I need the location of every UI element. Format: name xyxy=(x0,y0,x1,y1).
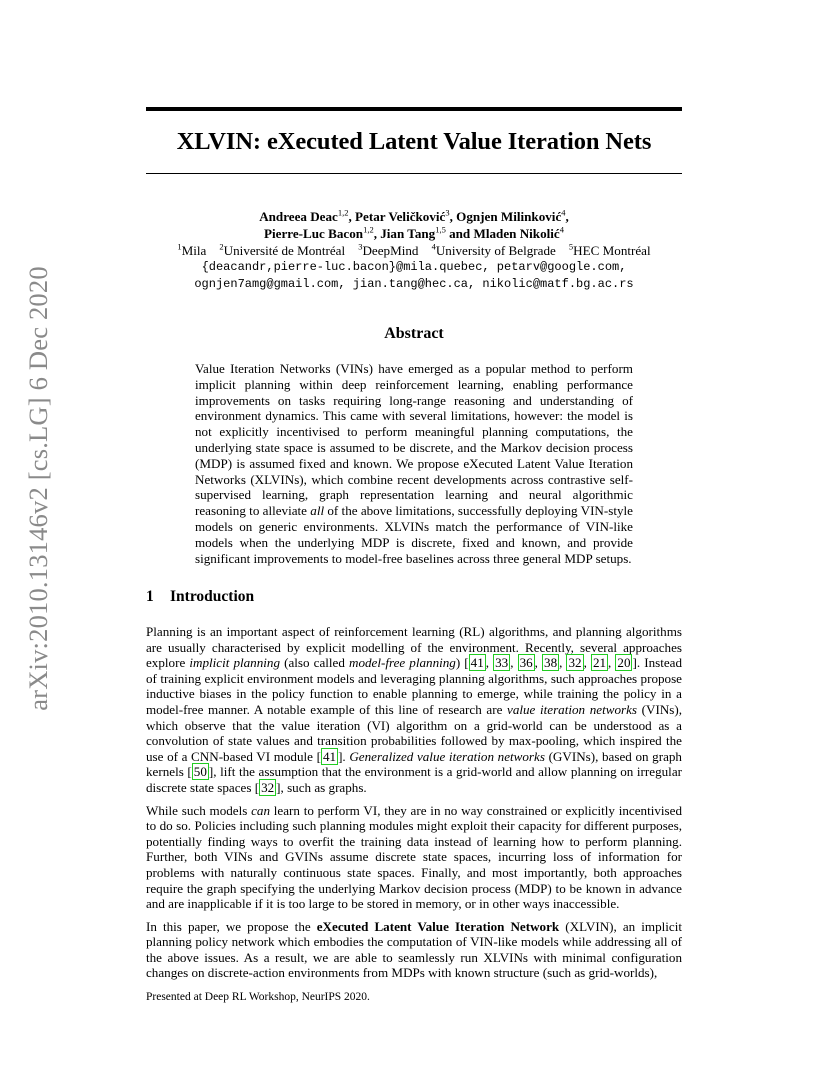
citation-link[interactable]: 41 xyxy=(322,748,337,764)
affiliation: HEC Montréal xyxy=(573,243,651,258)
title-bottom-rule xyxy=(146,173,682,174)
paragraph xyxy=(146,803,682,912)
affiliation: Université de Montréal xyxy=(223,243,346,258)
author-separator: , xyxy=(348,209,356,224)
citation-link[interactable]: 50 xyxy=(193,764,207,780)
emphasis: value iteration networks xyxy=(507,701,638,717)
affil-marker: 2 xyxy=(219,241,224,252)
author-separator: , xyxy=(449,209,457,224)
affiliations-line xyxy=(146,242,682,259)
citation-link[interactable]: 36 xyxy=(519,655,533,671)
citation-link[interactable]: 33 xyxy=(495,655,509,671)
section-number: 1 xyxy=(146,588,154,605)
paragraph: Planning is an important aspect of reinforcement learning (RL) algorithms, and planning algorithms are usually characterised by explicit modelling of the environment. Recently, several approaches explore implicit planning (also called model-free planning) [ 41 , 33 , 36 , 38 , 32 , 21 , 20 ]. Instead of training explicit environment models and leveraging planning algorithms, such approaches propose inductive biases in the policy function to enable planning to emerge, while training the policy in a model-free manner. A notable example of this line of research are value iteration networks (VINs), which observe that the value iteration (VI) algorithm on a grid-world can be understood as a convolution of state values and transition probabilities followed by max-pooling, which inspired the use of a CNN-based VI module [ 41 ]. Generalized value iteration networks (GVINs), based on graph kernels [ 50 ], lift the assumption that the environment is a grid-world and allow planning on irregular discrete state spaces [ 32 ], such as graphs. xyxy=(146,624,683,795)
section-heading-introduction xyxy=(146,588,682,606)
author-name: Petar Veličković xyxy=(355,209,446,224)
citation-link[interactable]: 20 xyxy=(617,655,631,671)
abstract-body xyxy=(195,361,633,566)
abstract-text: Value Iteration Networks (VINs) have emerged as a popular method to perform implicit planning within deep reinforcement learning, enabling performance improvements on tasks requiring long-range reasoning and understanding of environment dynamics. This came with several limitations, however: the model is not explicitly incentivised to perform meaningful planning computations, the underlying state space is assumed to be discrete, and the Markov decision process (MDP) is assumed fixed and known. We propose eXecuted Latent Value Iteration Networks (XLVINs), which combine recent developments across contrastive self-supervised learning, graph representation learning and neural algorithmic reasoning to alleviate xyxy=(195,361,633,519)
paragraph-text: ]. xyxy=(338,748,350,764)
citation-link[interactable]: 32 xyxy=(568,655,582,671)
paragraph-text: Planning is an important aspect of reinforcement learning (RL) algorithms, and planning algorithms are usually characterised by explicit modelling of the environment. Recently, several approaches explore xyxy=(146,624,682,671)
emphasis: implicit planning xyxy=(189,655,281,671)
email-line-1: {deacandr,pierre-luc.bacon}@mila.quebec, petarv@google.com, xyxy=(201,260,627,274)
arxiv-identifier xyxy=(16,265,60,711)
affil-marker: 1 xyxy=(177,241,182,252)
citation-link[interactable]: 41 xyxy=(470,655,484,671)
paragraph-text: ) [ xyxy=(455,655,469,671)
citation-link[interactable]: 38 xyxy=(544,655,558,671)
author-affil-marker: 3 xyxy=(445,207,450,218)
paragraph-text: In this paper, we propose the xyxy=(146,918,317,934)
paragraph-text: ]. Instead of training explicit environment models and leveraging planning algorithms, such approaches propose inductive biases in the policy function to enable planning to emerge, while training the policy in a model-free manner. A notable example of this line of research are xyxy=(146,655,683,717)
author-name: Jian Tang xyxy=(380,226,436,241)
affil-marker: 5 xyxy=(568,241,574,252)
affiliation: University of Belgrade xyxy=(435,243,556,258)
section-title: Introduction xyxy=(170,588,255,605)
paper-title: XLVIN: eXecuted Latent Value Iteration Nets xyxy=(176,128,652,155)
author-line-1 xyxy=(146,208,682,225)
email-line-2: ognjen7amg@gmail.com, jian.tang@hec.ca, nikolic@matf.bg.ac.rs xyxy=(194,277,634,291)
emphasis: can xyxy=(251,802,271,818)
author-block xyxy=(146,208,682,293)
paragraph-text: learn to perform VI, they are in no way constrained or explicitly incentivised to do so. Policies including such planning modules might exploit their capacity for different purposes, potentially finding ways to overfit the training data instead of learning how to perform planning. Further, both VINs and GVINs assume discrete state spaces, incurring loss of information for problems with naturally continuous state spaces. Finally, and most importantly, both approaches require the graph specifying the underlying Markov decision process (MDP) to be known in advance and are inapplicable if it is too large to be stored in memory, or in other ways inaccessible. xyxy=(146,802,682,912)
author-name: Mladen Nikolić xyxy=(473,226,560,241)
author-line-2 xyxy=(146,225,682,242)
abstract-heading: Abstract xyxy=(384,325,444,342)
title-top-rule xyxy=(146,107,682,111)
author-affil-marker: 1,2 xyxy=(363,224,374,235)
author-name: Andreea Deac xyxy=(259,209,338,224)
author-separator: , xyxy=(373,226,381,241)
author-affil-marker: 1,5 xyxy=(435,224,446,235)
author-affil-marker: 4 xyxy=(559,224,564,235)
author-affil-marker: 4 xyxy=(561,207,566,218)
citation-link[interactable]: 21 xyxy=(592,655,607,671)
paragraph-text: ], such as graphs. xyxy=(276,779,367,795)
paragraph xyxy=(146,919,682,981)
affil-marker: 4 xyxy=(431,241,436,252)
paragraph-text: ], lift the assumption that the environment is a grid-world and allow planning on irregular discrete state spaces [ xyxy=(146,764,682,795)
abstract-emphasis: all xyxy=(310,503,325,519)
paragraph-text: (also called xyxy=(280,655,349,671)
abstract-text: of the above limitations, successfully deploying VIN-style models on generic environments. XLVINs match the performance of VIN-like models when the underlying MDP is discrete, fixed and known, and provide significant improvements to model-free baselines across three general MDP setups. xyxy=(195,503,633,566)
footnote-venue: Presented at Deep RL Workshop, NeurIPS 2020. xyxy=(146,991,370,1003)
affil-marker: 3 xyxy=(358,241,363,252)
paragraph-text: (VINs), which observe that the value iteration (VI) algorithm on a grid-world can be understood as a convolution of state values and transition probabilities followed by max-pooling, which inspired the use of a CNN-based VI module [ xyxy=(146,701,683,764)
author-name: Ognjen Milinković xyxy=(456,209,562,224)
paragraph-text: While such models xyxy=(146,802,252,818)
affiliation: DeepMind xyxy=(362,243,419,258)
citation-link[interactable]: 32 xyxy=(261,779,275,795)
introduction-body xyxy=(146,624,682,988)
bold-term: eXecuted Latent Value Iteration Network xyxy=(316,918,560,934)
affiliation: Mila xyxy=(181,243,207,258)
arxiv-identifier-text: arXiv:2010.13146v2 [cs.LG] 6 Dec 2020 xyxy=(22,265,53,711)
emphasis: model-free planning xyxy=(348,655,456,671)
emphasis: Generalized value iteration networks xyxy=(349,748,545,764)
paragraph-text: (GVINs), based on graph kernels [ xyxy=(146,748,682,780)
paragraph-text: (XLVIN), an implicit planning policy network which embodies the computation of VIN-like models while addressing all of the above issues. As a result, we are able to seamlessly run XLVINs with minimal configuration changes on discrete-action environments from MDPs with known structure (such as grid-worlds), xyxy=(146,918,682,981)
author-affil-marker: 1,2 xyxy=(337,207,349,218)
author-separator: , xyxy=(565,209,569,224)
author-separator: and xyxy=(445,226,474,241)
author-name: Pierre-Luc Bacon xyxy=(264,226,364,241)
